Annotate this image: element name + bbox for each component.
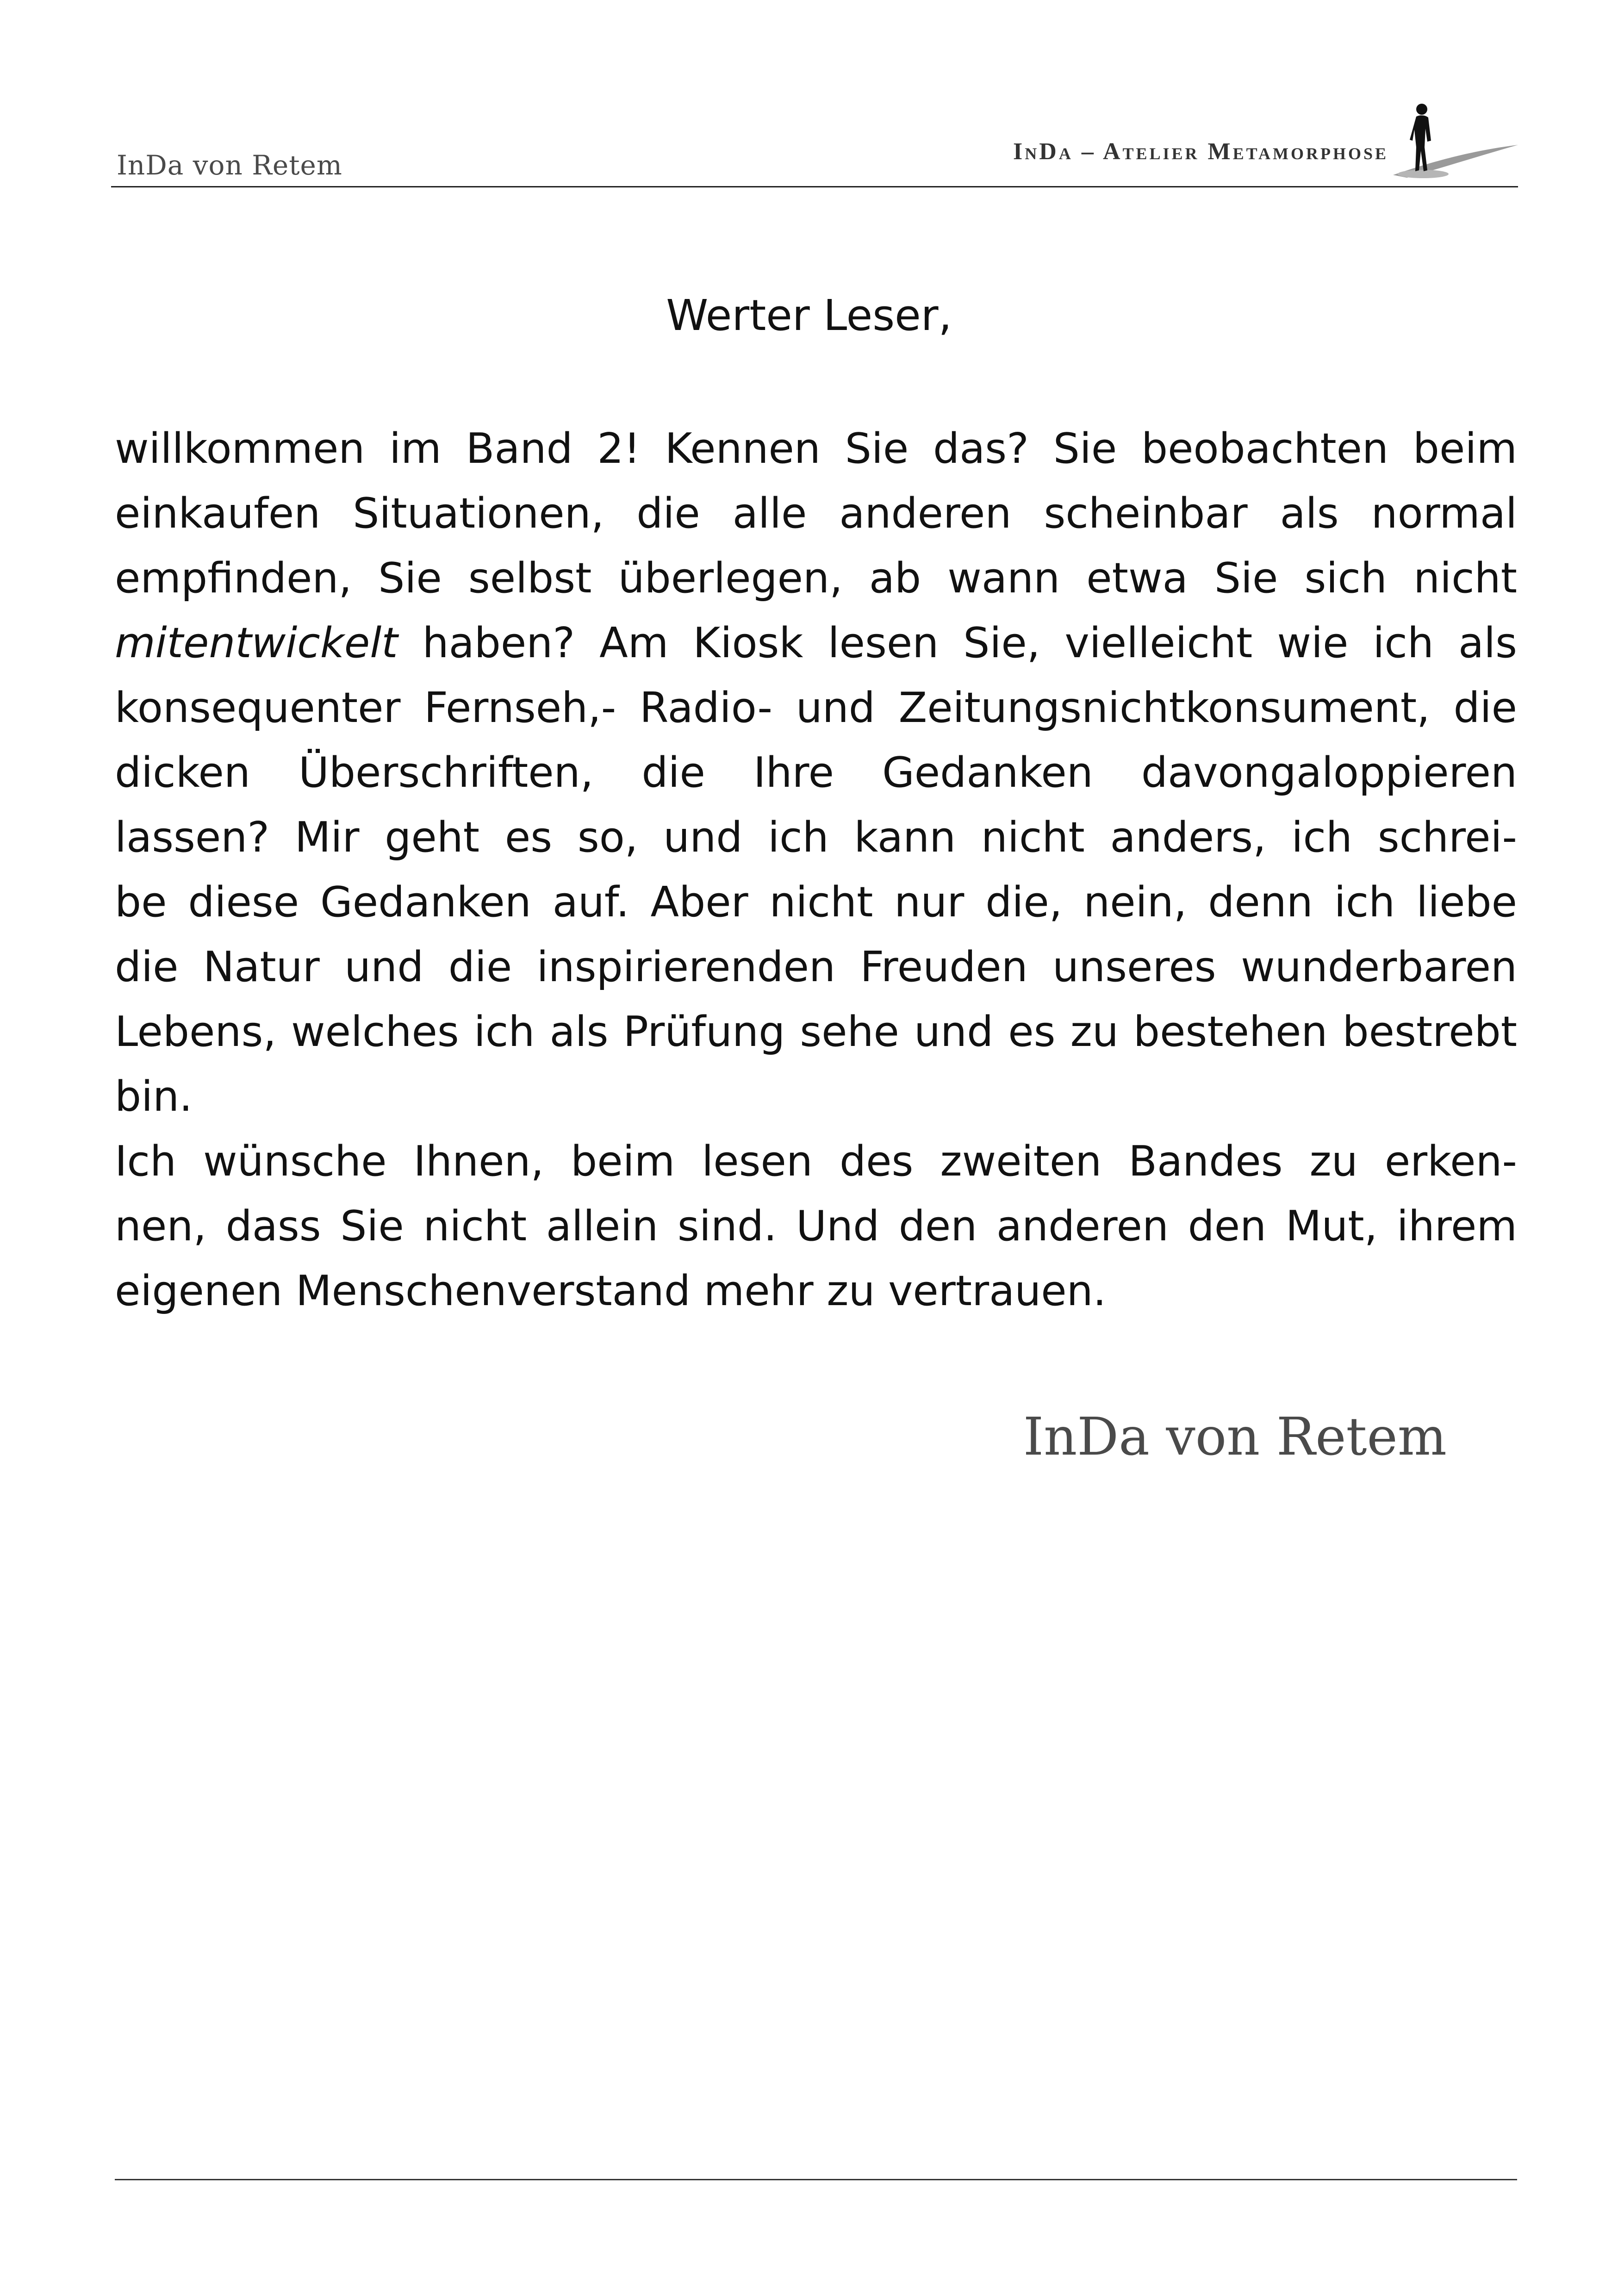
body-line: nen, dass Sie nicht allein sind. Und den anderen den Mut, ihrem (115, 1202, 1517, 1251)
body-italic-word: mitentwickelt (115, 619, 398, 667)
body-line: Lebens, welches ich als Prüfung sehe und es zu bestehen bestrebt (115, 1008, 1517, 1056)
walking-figure-logo-icon (1379, 96, 1518, 187)
body-line: empfinden, Sie selbst überlegen, ab wann etwa Sie sich nicht (115, 554, 1517, 603)
body-line: dicken Überschriften, die Ihre Gedanken davongaloppieren (115, 748, 1517, 797)
body-line: lassen? Mir geht es so, und ich kann nicht anders, ich schrei- (115, 813, 1517, 862)
greeting-heading: Werter Leser, (666, 291, 952, 340)
signature: InDa von Retem (1023, 1407, 1447, 1467)
body-line: Ich wünsche Ihnen, beim lesen des zweiten Bandes zu erken- (115, 1137, 1517, 1186)
body-line: be diese Gedanken auf. Aber nicht nur die, nein, denn ich liebe (115, 878, 1517, 927)
body-line: konsequenter Fernseh,- Radio- und Zeitungsnichtkonsument, die (115, 684, 1517, 732)
footer-divider (115, 2179, 1517, 2180)
page-header (111, 97, 1518, 187)
header-author: InDa von Retem (117, 149, 342, 181)
body-line-rest: haben? Am Kiosk lesen Sie, vielleicht wie ich als (398, 619, 1517, 667)
body-line: eigenen Menschenverstand mehr zu vertrauen. (115, 1267, 1107, 1315)
body-line: einkaufen Situationen, die alle anderen scheinbar als normal (115, 489, 1517, 538)
body-line: willkommen im Band 2! Kennen Sie das? Sie beobachten beim (115, 424, 1517, 473)
body-line (115, 611, 1517, 676)
body-line: bin. (115, 1072, 193, 1121)
header-series-title: InDa – Atelier Metamorphose (1013, 138, 1388, 165)
body-line: die Natur und die inspirierenden Freuden unseres wunderbaren (115, 943, 1517, 991)
letter-body (115, 417, 1517, 1324)
header-divider (111, 186, 1518, 187)
